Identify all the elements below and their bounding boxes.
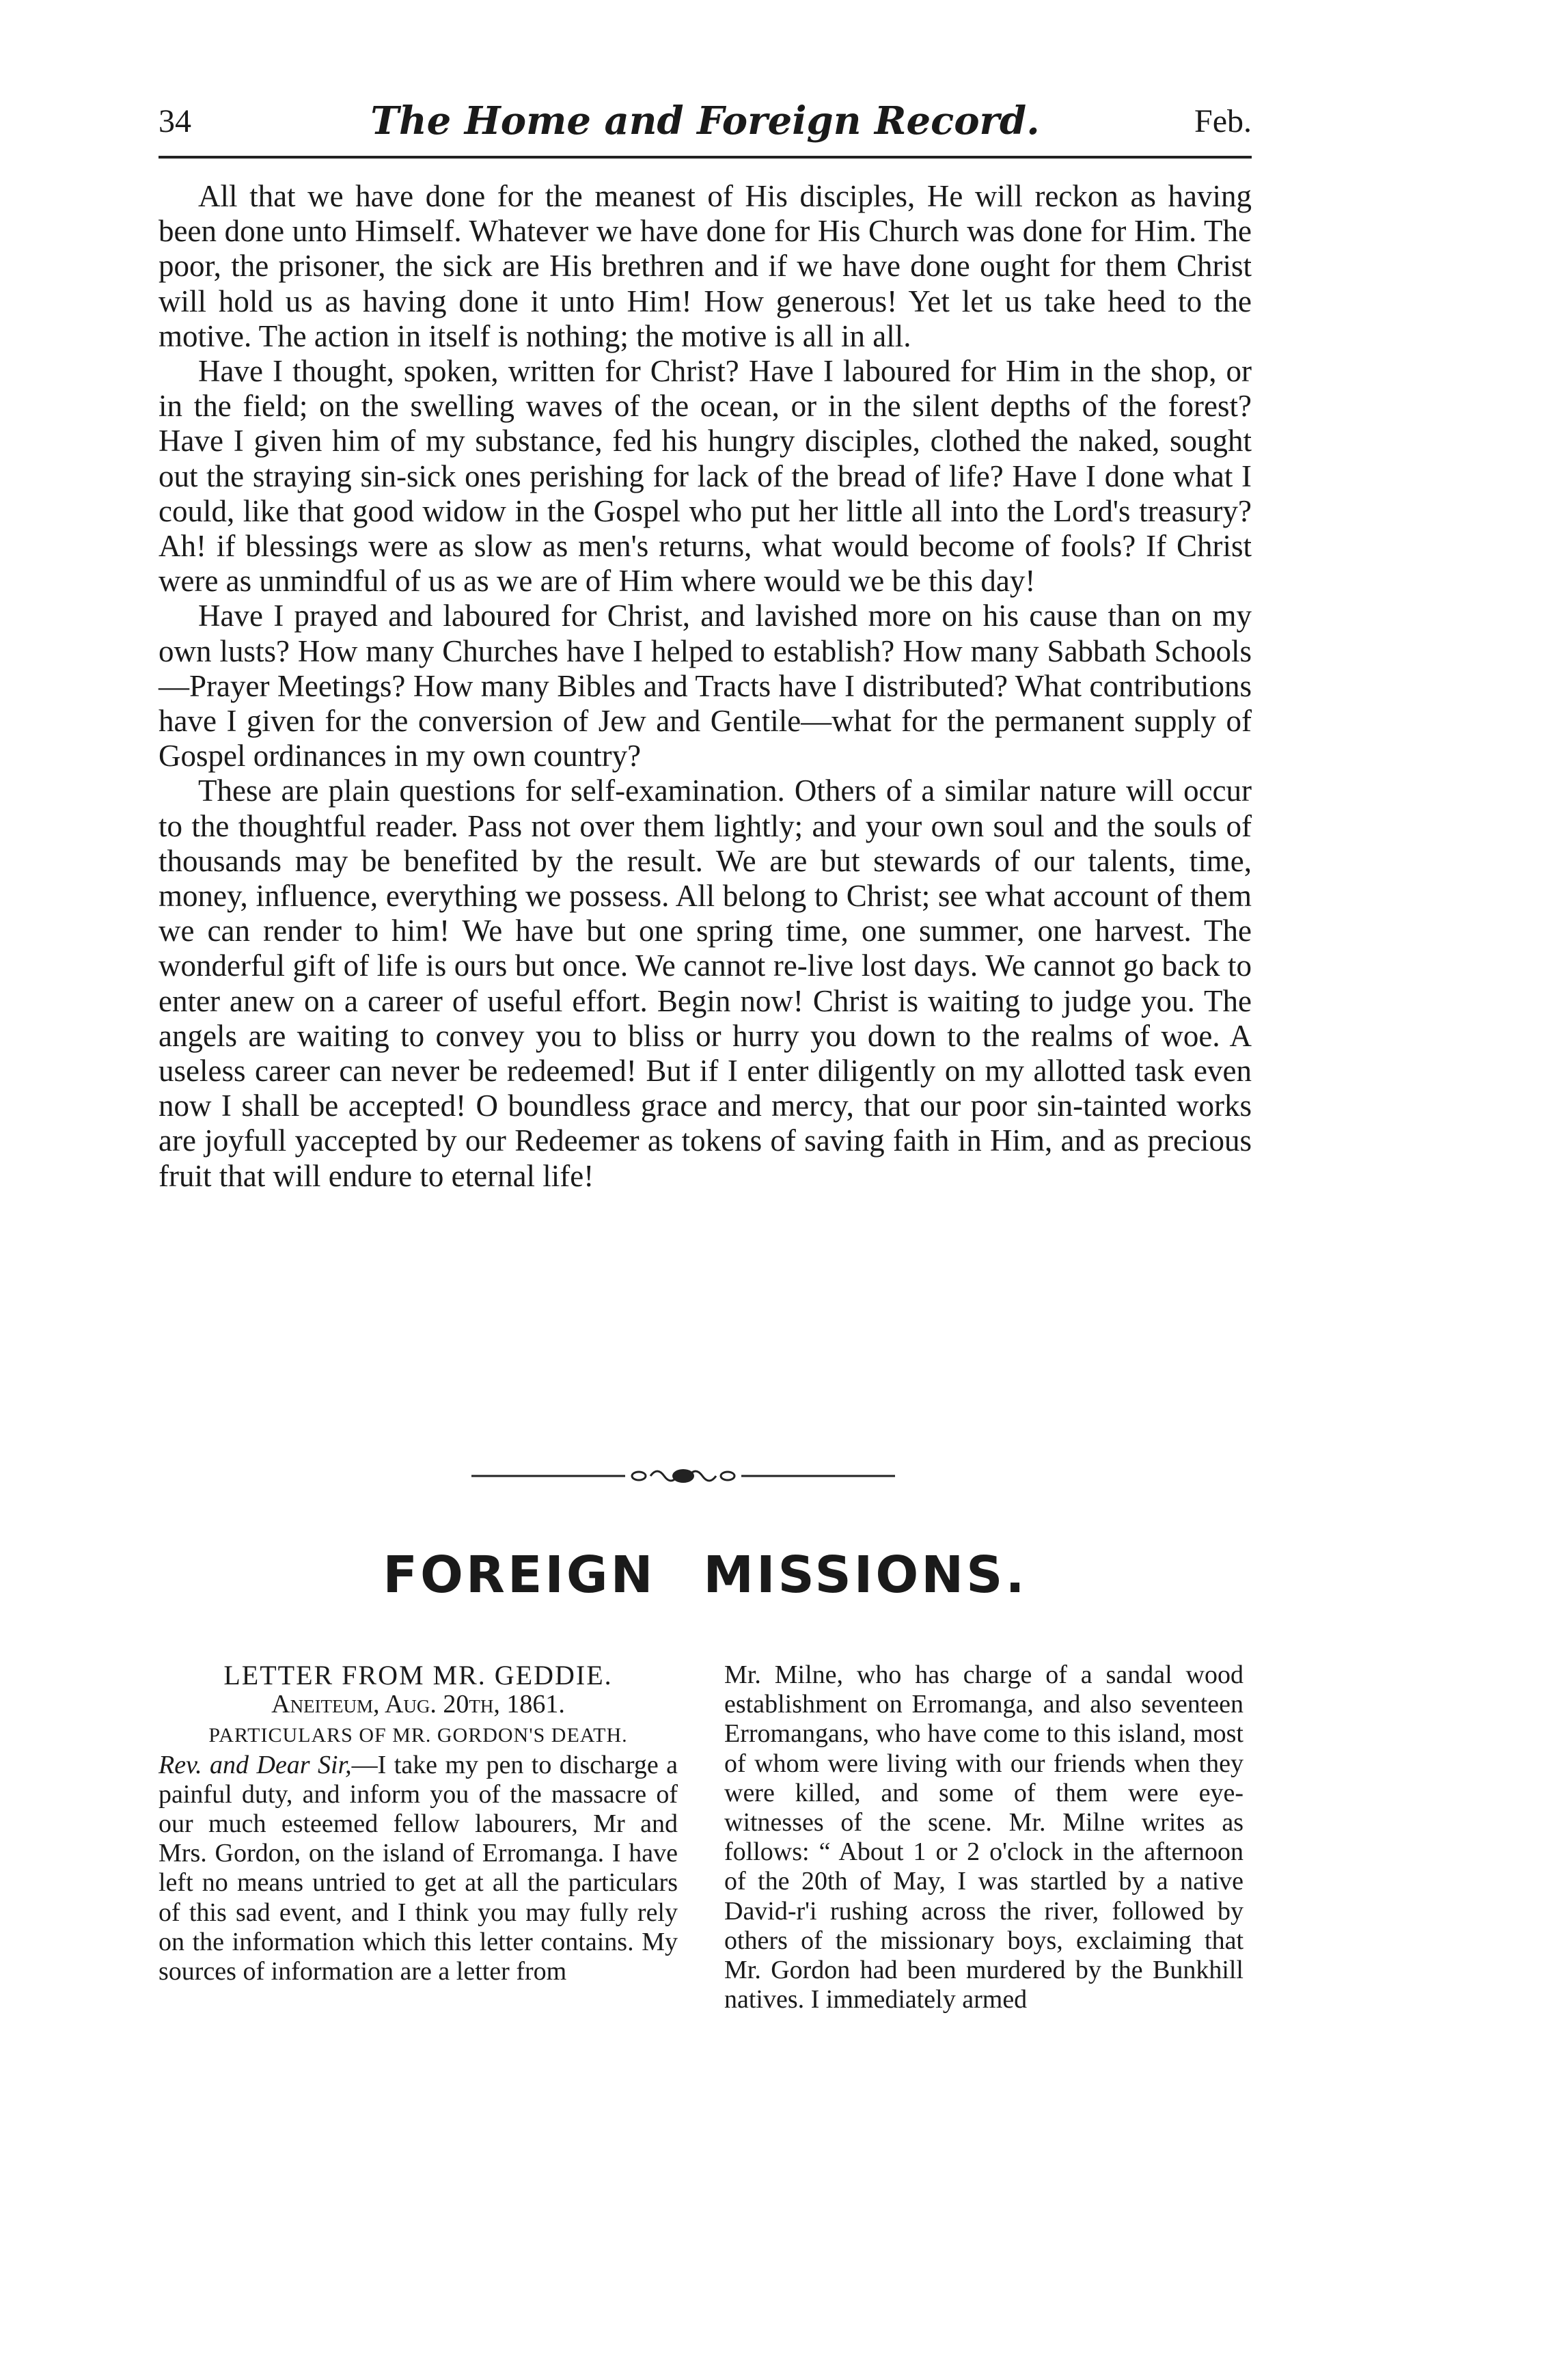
letter-subheading: PARTICULARS OF MR. GORDON'S DEATH. [208, 1724, 628, 1747]
letter-place-date: Aneiteum, Aug. 20th, 1861. [271, 1690, 565, 1719]
divider-ornament-icon [471, 1462, 895, 1490]
paragraph: All that we have done for the meanest of His disciples, He will reckon as having been done unto Himself. Whatever we have done for His Church was done for Him. The poor, the prisoner, the sick are His brethren and if we have done ought for them Christ will hold us as having done it unto Him! How generous! Yet let us take heed to the motive. The action in itself is nothing; the motive is all in all. [159, 179, 1252, 353]
paragraph: These are plain questions for self-examination. Others of a similar nature will occur to the thoughtful reader. Pass not over them lightly; and your own soul and the souls of thousands may be benefited by the result. We are but stewards of our talents, time, money, influence, everything we possess. All belong to Christ; see what account of them we can render to him! We have but one spring time, one summer, one harvest. The wonderful gift of life is ours but once. We cannot re-live lost days. We cannot go back to enter anew on a career of useful effort. Begin now! Christ is waiting to judge you. The angels are waiting to convey you to bliss or hurry you down to the realms of woe. A useless career can never be redeemed! But if I enter diligently on my allotted task even now I shall be accepted! O boundless grace and mercy, that our poor sin-tainted works are joyfull yaccepted by our Redeemer as tokens of saving faith in Him, and as precious fruit that will endure to eternal life! [159, 774, 1252, 1193]
salutation: Rev. and Dear Sir, [159, 1750, 352, 1779]
letter-left-body: —I take my pen to discharge a painful duty, and inform you of the massacre of our much esteemed fellow labourers, Mr and Mrs. Gordon, on the island of Erromanga. I have left no means untried to get at all the particulars of this sad event, and I think you may fully rely on the information which this letter contains. My sources of information are a letter from [159, 1750, 678, 1986]
paragraph: Have I prayed and laboured for Christ, and lavished more on his cause than on my own lusts? How many Churches have I helped to establish? How many Sabbath Schools—Prayer Meetings? How many Bibles and Tracts have I distributed? What contributions have I given for the conversion of Jew and Gentile—what for the permanent supply of Gospel ordinances in my own country? [159, 599, 1252, 774]
letter-heading: LETTER FROM MR. GEDDIE. [223, 1660, 613, 1691]
section-title: FOREIGN MISSIONS. [383, 1546, 1028, 1604]
letter-right-body: Mr. Milne, who has charge of a sandal wood establishment on Erromanga, and also seventeen Erromangans, who have come to this island, most of whom were living with our friends when they were killed, and some of them were eye-witnesses of the scene. Mr. Milne writes as follows: “ About 1 or 2 o'clock in the afternoon of the 20th of May, I was startled by a native David-r'i rushing across the river, followed by others of the missionary boys, exclaiming that Mr. Gordon had been murdered by the Bunkhill natives. I immediately armed [724, 1660, 1243, 2014]
header-rule [159, 156, 1252, 159]
page-number: 34 [159, 103, 191, 139]
article-body [159, 179, 1252, 1194]
running-title: The Home and Foreign Record. [370, 98, 1040, 143]
letter-left-column [159, 1660, 678, 1986]
page-header [159, 98, 1252, 150]
letter-left-text [159, 1751, 678, 1987]
paragraph: Have I thought, spoken, written for Christ? Have I laboured for Him in the shop, or in the field; on the swelling waves of the ocean, or in the silent depths of the forest? Have I given him of my substance, fed his hungry disciples, clothed the naked, sought out the straying sin-sick ones perishing for lack of the bread of life? Have I done what I could, like that good widow in the Gospel who put her little all into the Lord's treasury? Ah! if blessings were as slow as men's returns, what would become of fools? If Christ were as unmindful of us as we are of Him where would we be this day! [159, 354, 1252, 599]
issue-month: Feb. [1194, 103, 1252, 139]
letter-right-column [724, 1660, 1243, 2014]
